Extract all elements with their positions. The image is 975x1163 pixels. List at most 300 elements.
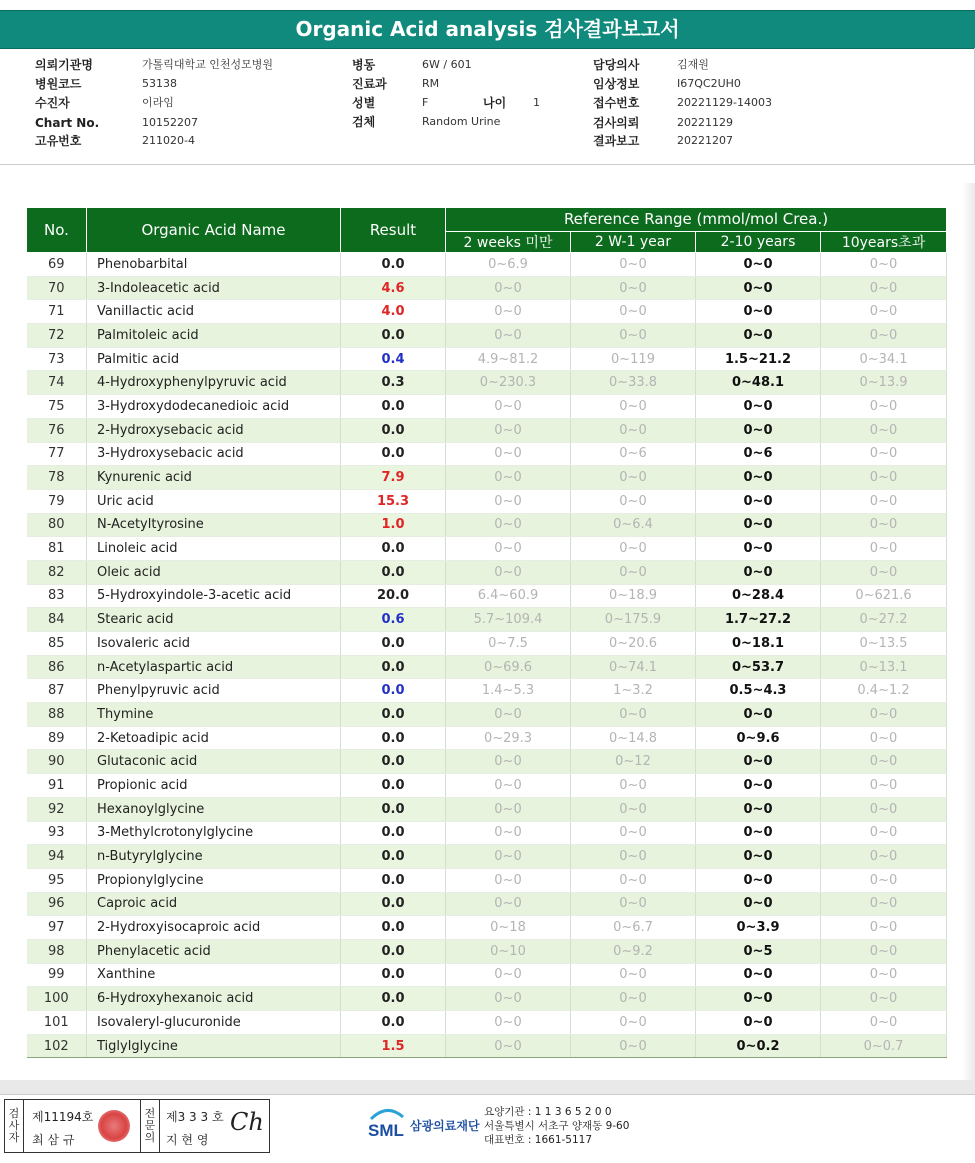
reference-range: 0~33.8 bbox=[571, 371, 696, 395]
reference-range: 1.4~5.3 bbox=[446, 679, 571, 703]
table-row bbox=[27, 560, 947, 584]
reference-range: 0~0 bbox=[821, 845, 947, 869]
reference-range: 0~0 bbox=[821, 821, 947, 845]
page-bottom-shadow bbox=[0, 1080, 975, 1094]
result-value: 15.3 bbox=[341, 489, 446, 513]
info-label: Chart No. bbox=[35, 116, 100, 130]
header-name: Organic Acid Name bbox=[87, 208, 341, 253]
reference-range: 0~13.5 bbox=[821, 632, 947, 656]
reference-range: 0~6.9 bbox=[446, 253, 571, 277]
specialist-name: 지 현 영 bbox=[166, 1133, 209, 1147]
reference-range: 1.7~27.2 bbox=[696, 608, 821, 632]
result-value: 0.0 bbox=[341, 987, 446, 1011]
result-value: 4.6 bbox=[341, 276, 446, 300]
table-row bbox=[27, 632, 947, 656]
acid-name: Oleic acid bbox=[87, 560, 341, 584]
reference-range: 0~3.9 bbox=[696, 916, 821, 940]
reference-range: 0~0 bbox=[446, 821, 571, 845]
reference-range: 0~0 bbox=[821, 253, 947, 277]
reference-range: 0~6 bbox=[696, 442, 821, 466]
reference-range: 0~0 bbox=[696, 466, 821, 490]
reference-range: 0~0 bbox=[696, 395, 821, 419]
row-number: 69 bbox=[27, 253, 87, 277]
reference-range: 0~0 bbox=[446, 892, 571, 916]
reference-range: 0~69.6 bbox=[446, 655, 571, 679]
reference-range: 0~0 bbox=[446, 845, 571, 869]
row-number: 100 bbox=[27, 987, 87, 1011]
header-range-2w-1y: 2 W-1 year bbox=[571, 231, 696, 252]
report-footer bbox=[0, 1094, 975, 1163]
reference-range: 4.9~81.2 bbox=[446, 347, 571, 371]
reference-range: 0~14.8 bbox=[571, 726, 696, 750]
table-row bbox=[27, 489, 947, 513]
result-value: 0.0 bbox=[341, 324, 446, 348]
acid-name: Palmitoleic acid bbox=[87, 324, 341, 348]
row-number: 87 bbox=[27, 679, 87, 703]
table-row bbox=[27, 324, 947, 348]
patient-info-panel bbox=[0, 48, 975, 165]
reference-range: 0~0 bbox=[571, 868, 696, 892]
row-number: 74 bbox=[27, 371, 87, 395]
header-reference-range: Reference Range (mmol/mol Crea.) bbox=[446, 208, 947, 232]
reference-range: 0~0 bbox=[571, 300, 696, 324]
signature: Ch bbox=[230, 1108, 264, 1136]
reference-range: 0~0 bbox=[696, 1011, 821, 1035]
reference-range: 5.7~109.4 bbox=[446, 608, 571, 632]
row-number: 94 bbox=[27, 845, 87, 869]
row-number: 79 bbox=[27, 489, 87, 513]
reference-range: 0~0 bbox=[446, 868, 571, 892]
result-value: 1.0 bbox=[341, 513, 446, 537]
reference-range: 0~0 bbox=[446, 703, 571, 727]
row-number: 84 bbox=[27, 608, 87, 632]
acid-name: Caproic acid bbox=[87, 892, 341, 916]
row-number: 76 bbox=[27, 418, 87, 442]
result-value: 0.0 bbox=[341, 537, 446, 561]
reference-range: 0~74.1 bbox=[571, 655, 696, 679]
reference-range: 0~0 bbox=[446, 1034, 571, 1058]
table-row bbox=[27, 987, 947, 1011]
row-number: 101 bbox=[27, 1011, 87, 1035]
reference-range: 0~0 bbox=[696, 324, 821, 348]
result-value: 0.0 bbox=[341, 750, 446, 774]
reference-range: 0~0 bbox=[571, 276, 696, 300]
reference-range: 0~621.6 bbox=[821, 584, 947, 608]
reference-range: 0~18.9 bbox=[571, 584, 696, 608]
info-label: 결과보고 bbox=[593, 134, 640, 148]
acid-name: 3-Hydroxysebacic acid bbox=[87, 442, 341, 466]
result-value: 0.3 bbox=[341, 371, 446, 395]
reference-range: 0~0 bbox=[696, 774, 821, 798]
acid-name: Phenobarbital bbox=[87, 253, 341, 277]
reference-range: 0~0 bbox=[571, 537, 696, 561]
reference-range: 0~0 bbox=[446, 774, 571, 798]
reference-range: 0~0 bbox=[446, 324, 571, 348]
table-row bbox=[27, 608, 947, 632]
reference-range: 0~13.1 bbox=[821, 655, 947, 679]
reference-range: 0~0 bbox=[571, 489, 696, 513]
acid-name: Palmitic acid bbox=[87, 347, 341, 371]
reference-range: 0~0 bbox=[571, 892, 696, 916]
info-label: 진료과 bbox=[352, 77, 387, 91]
row-number: 73 bbox=[27, 347, 87, 371]
reference-range: 0~0 bbox=[446, 963, 571, 987]
specialist-number: 제3 3 3 호 bbox=[166, 1110, 224, 1124]
results-body bbox=[27, 253, 947, 1058]
reference-range: 0~6 bbox=[571, 442, 696, 466]
row-number: 91 bbox=[27, 774, 87, 798]
reference-range: 0~18.1 bbox=[696, 632, 821, 656]
reference-range: 0~6.4 bbox=[571, 513, 696, 537]
reference-range: 0~9.6 bbox=[696, 726, 821, 750]
table-row bbox=[27, 513, 947, 537]
table-row bbox=[27, 371, 947, 395]
reference-range: 0~0 bbox=[696, 513, 821, 537]
result-value: 0.0 bbox=[341, 868, 446, 892]
reference-range: 0~48.1 bbox=[696, 371, 821, 395]
reference-range: 0~6.7 bbox=[571, 916, 696, 940]
row-number: 75 bbox=[27, 395, 87, 419]
acid-name: Isovaleryl-glucuronide bbox=[87, 1011, 341, 1035]
acid-name: n-Acetylaspartic acid bbox=[87, 655, 341, 679]
row-number: 86 bbox=[27, 655, 87, 679]
table-row bbox=[27, 300, 947, 324]
address-line: 요양기관 : 1 1 3 6 5 2 0 0 bbox=[484, 1106, 612, 1118]
table-row bbox=[27, 703, 947, 727]
reference-range: 0~34.1 bbox=[821, 347, 947, 371]
result-value: 0.0 bbox=[341, 395, 446, 419]
row-number: 90 bbox=[27, 750, 87, 774]
reference-range: 0~27.2 bbox=[821, 608, 947, 632]
reference-range: 0~0 bbox=[696, 845, 821, 869]
acid-name: 5-Hydroxyindole-3-acetic acid bbox=[87, 584, 341, 608]
acid-name: Phenylpyruvic acid bbox=[87, 679, 341, 703]
info-label: 나이 bbox=[483, 96, 507, 110]
reference-range: 0~0 bbox=[821, 916, 947, 940]
table-row bbox=[27, 276, 947, 300]
info-value: 6W / 601 bbox=[422, 58, 472, 71]
header-range-10y-plus: 10years초과 bbox=[821, 231, 947, 252]
info-value: 53138 bbox=[142, 77, 177, 90]
result-value: 0.0 bbox=[341, 939, 446, 963]
table-row bbox=[27, 750, 947, 774]
info-value: 이라임 bbox=[142, 96, 174, 109]
result-value: 0.0 bbox=[341, 963, 446, 987]
acid-name: 6-Hydroxyhexanoic acid bbox=[87, 987, 341, 1011]
org-name: 삼광의료재단 bbox=[410, 1119, 480, 1133]
reference-range: 0~0 bbox=[571, 418, 696, 442]
acid-name: Kynurenic acid bbox=[87, 466, 341, 490]
reference-range: 0~0 bbox=[821, 987, 947, 1011]
table-row bbox=[27, 584, 947, 608]
reference-range: 0~0 bbox=[571, 845, 696, 869]
reference-range: 0~0 bbox=[821, 1011, 947, 1035]
row-number: 96 bbox=[27, 892, 87, 916]
table-row bbox=[27, 845, 947, 869]
address-line: 대표번호 : 1661-5117 bbox=[484, 1134, 593, 1146]
info-label: 검사의뢰 bbox=[593, 116, 640, 130]
reference-range: 0~0 bbox=[696, 276, 821, 300]
reference-range: 0~0 bbox=[446, 513, 571, 537]
info-value: 가톨릭대학교 인천성모병원 bbox=[142, 58, 274, 71]
reference-range: 1~3.2 bbox=[571, 679, 696, 703]
info-label: 의뢰기관명 bbox=[35, 58, 93, 72]
table-row bbox=[27, 418, 947, 442]
reference-range: 0~0 bbox=[446, 418, 571, 442]
reference-range: 0~0 bbox=[571, 797, 696, 821]
row-number: 89 bbox=[27, 726, 87, 750]
result-value: 0.0 bbox=[341, 892, 446, 916]
reference-range: 0~0.2 bbox=[696, 1034, 821, 1058]
table-row bbox=[27, 395, 947, 419]
row-number: 93 bbox=[27, 821, 87, 845]
reference-range: 0.4~1.2 bbox=[821, 679, 947, 703]
result-value: 0.0 bbox=[341, 679, 446, 703]
logo-text: SML bbox=[368, 1121, 404, 1140]
row-number: 70 bbox=[27, 276, 87, 300]
address-line: 서울특별시 서초구 양재동 9-60 bbox=[484, 1120, 630, 1132]
info-label: 접수번호 bbox=[593, 96, 640, 110]
info-value: 20221129-14003 bbox=[677, 96, 772, 109]
result-value: 0.6 bbox=[341, 608, 446, 632]
seal-stamp-icon bbox=[98, 1110, 130, 1142]
info-value: 1 bbox=[533, 96, 540, 109]
row-number: 95 bbox=[27, 868, 87, 892]
reference-range: 0~0 bbox=[821, 703, 947, 727]
inspector-number: 제11194호 bbox=[32, 1110, 94, 1124]
reference-range: 0~0 bbox=[571, 253, 696, 277]
reference-range: 0~0 bbox=[571, 1011, 696, 1035]
result-value: 0.0 bbox=[341, 726, 446, 750]
reference-range: 0~0 bbox=[696, 868, 821, 892]
table-row bbox=[27, 537, 947, 561]
acid-name: Vanillactic acid bbox=[87, 300, 341, 324]
reference-range: 0~0 bbox=[821, 774, 947, 798]
reference-range: 0~0 bbox=[821, 466, 947, 490]
reference-range: 0~0 bbox=[446, 797, 571, 821]
reference-range: 0~0 bbox=[696, 560, 821, 584]
reference-range: 0~28.4 bbox=[696, 584, 821, 608]
info-value: I67QC2UH0 bbox=[677, 77, 741, 90]
reference-range: 0~0 bbox=[696, 987, 821, 1011]
header-range-2weeks: 2 weeks 미만 bbox=[446, 231, 571, 252]
reference-range: 1.5~21.2 bbox=[696, 347, 821, 371]
reference-range: 0~0 bbox=[571, 1034, 696, 1058]
result-value: 0.0 bbox=[341, 916, 446, 940]
reference-range: 0~0 bbox=[571, 963, 696, 987]
reference-range: 0~0 bbox=[821, 276, 947, 300]
info-label: 검체 bbox=[352, 115, 376, 129]
info-label: 병원코드 bbox=[35, 77, 82, 91]
inspector-name: 최 삼 규 bbox=[32, 1133, 75, 1147]
result-value: 4.0 bbox=[341, 300, 446, 324]
reference-range: 0~0 bbox=[821, 797, 947, 821]
reference-range: 0~0 bbox=[821, 442, 947, 466]
acid-name: 3-Hydroxydodecanedioic acid bbox=[87, 395, 341, 419]
row-number: 97 bbox=[27, 916, 87, 940]
result-value: 0.0 bbox=[341, 632, 446, 656]
table-row bbox=[27, 916, 947, 940]
acid-name: 2-Hydroxysebacic acid bbox=[87, 418, 341, 442]
row-number: 99 bbox=[27, 963, 87, 987]
reference-range: 0~0 bbox=[571, 703, 696, 727]
reference-range: 0~0.7 bbox=[821, 1034, 947, 1058]
page-edge-shadow bbox=[962, 183, 975, 1083]
reference-range: 0~0 bbox=[446, 987, 571, 1011]
table-row bbox=[27, 774, 947, 798]
acid-name: Stearic acid bbox=[87, 608, 341, 632]
result-value: 20.0 bbox=[341, 584, 446, 608]
reference-range: 0~0 bbox=[696, 703, 821, 727]
acid-name: Propionylglycine bbox=[87, 868, 341, 892]
result-value: 0.0 bbox=[341, 703, 446, 727]
row-number: 72 bbox=[27, 324, 87, 348]
report-title: Organic Acid analysis 검사결과보고서 bbox=[0, 10, 975, 49]
reference-range: 0~0 bbox=[696, 821, 821, 845]
reference-range: 0~0 bbox=[446, 395, 571, 419]
reference-range: 0~0 bbox=[571, 821, 696, 845]
reference-range: 0~13.9 bbox=[821, 371, 947, 395]
reference-range: 0~0 bbox=[571, 774, 696, 798]
results-table bbox=[26, 207, 947, 1058]
acid-name: 3-Methylcrotonylglycine bbox=[87, 821, 341, 845]
acid-name: N-Acetyltyrosine bbox=[87, 513, 341, 537]
org-address bbox=[484, 1105, 629, 1147]
table-row bbox=[27, 821, 947, 845]
result-value: 0.0 bbox=[341, 442, 446, 466]
acid-name: Hexanoylglycine bbox=[87, 797, 341, 821]
sml-logo-icon bbox=[367, 1105, 407, 1141]
info-value: 10152207 bbox=[142, 116, 198, 129]
acid-name: Uric acid bbox=[87, 489, 341, 513]
specialist-label: 전문의 bbox=[140, 1100, 160, 1152]
reference-range: 0~175.9 bbox=[571, 608, 696, 632]
info-value: 20221129 bbox=[677, 116, 733, 129]
result-value: 7.9 bbox=[341, 466, 446, 490]
acid-name: Tiglylglycine bbox=[87, 1034, 341, 1058]
table-row bbox=[27, 939, 947, 963]
acid-name: Isovaleric acid bbox=[87, 632, 341, 656]
reference-range: 0~53.7 bbox=[696, 655, 821, 679]
reference-range: 0~0 bbox=[696, 300, 821, 324]
info-value: 김재원 bbox=[677, 58, 709, 71]
reference-range: 0~0 bbox=[571, 466, 696, 490]
row-number: 88 bbox=[27, 703, 87, 727]
acid-name: Glutaconic acid bbox=[87, 750, 341, 774]
table-row bbox=[27, 726, 947, 750]
reference-range: 6.4~60.9 bbox=[446, 584, 571, 608]
acid-name: 3-Indoleacetic acid bbox=[87, 276, 341, 300]
table-row bbox=[27, 892, 947, 916]
reference-range: 0~0 bbox=[821, 726, 947, 750]
result-value: 0.0 bbox=[341, 418, 446, 442]
reference-range: 0~119 bbox=[571, 347, 696, 371]
reference-range: 0~0 bbox=[696, 253, 821, 277]
table-row bbox=[27, 963, 947, 987]
result-value: 1.5 bbox=[341, 1034, 446, 1058]
header-range-2-10y: 2-10 years bbox=[696, 231, 821, 252]
reference-range: 0~0 bbox=[821, 395, 947, 419]
reference-range: 0~0 bbox=[696, 892, 821, 916]
reference-range: 0~0 bbox=[821, 300, 947, 324]
row-number: 81 bbox=[27, 537, 87, 561]
reference-range: 0~0 bbox=[821, 750, 947, 774]
reference-range: 0~0 bbox=[446, 537, 571, 561]
info-value: Random Urine bbox=[422, 115, 501, 128]
table-row bbox=[27, 442, 947, 466]
reference-range: 0~0 bbox=[821, 513, 947, 537]
info-label: 임상정보 bbox=[593, 77, 640, 91]
table-row bbox=[27, 466, 947, 490]
acid-name: n-Butyrylglycine bbox=[87, 845, 341, 869]
row-number: 80 bbox=[27, 513, 87, 537]
info-value: F bbox=[422, 96, 429, 109]
row-number: 82 bbox=[27, 560, 87, 584]
acid-name: 2-Hydroxyisocaproic acid bbox=[87, 916, 341, 940]
reference-range: 0~0 bbox=[446, 300, 571, 324]
reference-range: 0~5 bbox=[696, 939, 821, 963]
inspector-label: 검사자 bbox=[5, 1100, 24, 1152]
info-label: 담당의사 bbox=[593, 58, 640, 72]
reference-range: 0~9.2 bbox=[571, 939, 696, 963]
acid-name: 4-Hydroxyphenylpyruvic acid bbox=[87, 371, 341, 395]
table-row bbox=[27, 347, 947, 371]
row-number: 98 bbox=[27, 939, 87, 963]
info-value: RM bbox=[422, 77, 440, 90]
result-value: 0.0 bbox=[341, 821, 446, 845]
reference-range: 0~0 bbox=[696, 797, 821, 821]
result-value: 0.0 bbox=[341, 655, 446, 679]
reference-range: 0~12 bbox=[571, 750, 696, 774]
reference-range: 0~0 bbox=[821, 963, 947, 987]
table-row bbox=[27, 797, 947, 821]
reference-range: 0~0 bbox=[821, 537, 947, 561]
result-value: 0.0 bbox=[341, 253, 446, 277]
reference-range: 0~0 bbox=[696, 537, 821, 561]
row-number: 102 bbox=[27, 1034, 87, 1058]
result-value: 0.0 bbox=[341, 797, 446, 821]
reference-range: 0~10 bbox=[446, 939, 571, 963]
reference-range: 0~0 bbox=[571, 560, 696, 584]
reference-range: 0~0 bbox=[571, 324, 696, 348]
info-label: 고유번호 bbox=[35, 134, 82, 148]
reference-range: 0~0 bbox=[821, 868, 947, 892]
result-value: 0.0 bbox=[341, 560, 446, 584]
header-result: Result bbox=[341, 208, 446, 253]
reference-range: 0~0 bbox=[571, 987, 696, 1011]
reference-range: 0~0 bbox=[446, 1011, 571, 1035]
reference-range: 0~29.3 bbox=[446, 726, 571, 750]
info-label: 병동 bbox=[352, 58, 376, 72]
reference-range: 0~0 bbox=[571, 395, 696, 419]
result-value: 0.0 bbox=[341, 1011, 446, 1035]
reference-range: 0~230.3 bbox=[446, 371, 571, 395]
table-row bbox=[27, 1034, 947, 1058]
reference-range: 0~0 bbox=[696, 750, 821, 774]
row-number: 71 bbox=[27, 300, 87, 324]
acid-name: Xanthine bbox=[87, 963, 341, 987]
reference-range: 0~7.5 bbox=[446, 632, 571, 656]
signature-box bbox=[4, 1099, 270, 1153]
reference-range: 0.5~4.3 bbox=[696, 679, 821, 703]
reference-range: 0~0 bbox=[696, 489, 821, 513]
info-label: 성별 bbox=[352, 96, 376, 110]
acid-name: Propionic acid bbox=[87, 774, 341, 798]
result-value: 0.0 bbox=[341, 774, 446, 798]
reference-range: 0~0 bbox=[696, 418, 821, 442]
reference-range: 0~0 bbox=[446, 442, 571, 466]
reference-range: 0~0 bbox=[446, 489, 571, 513]
